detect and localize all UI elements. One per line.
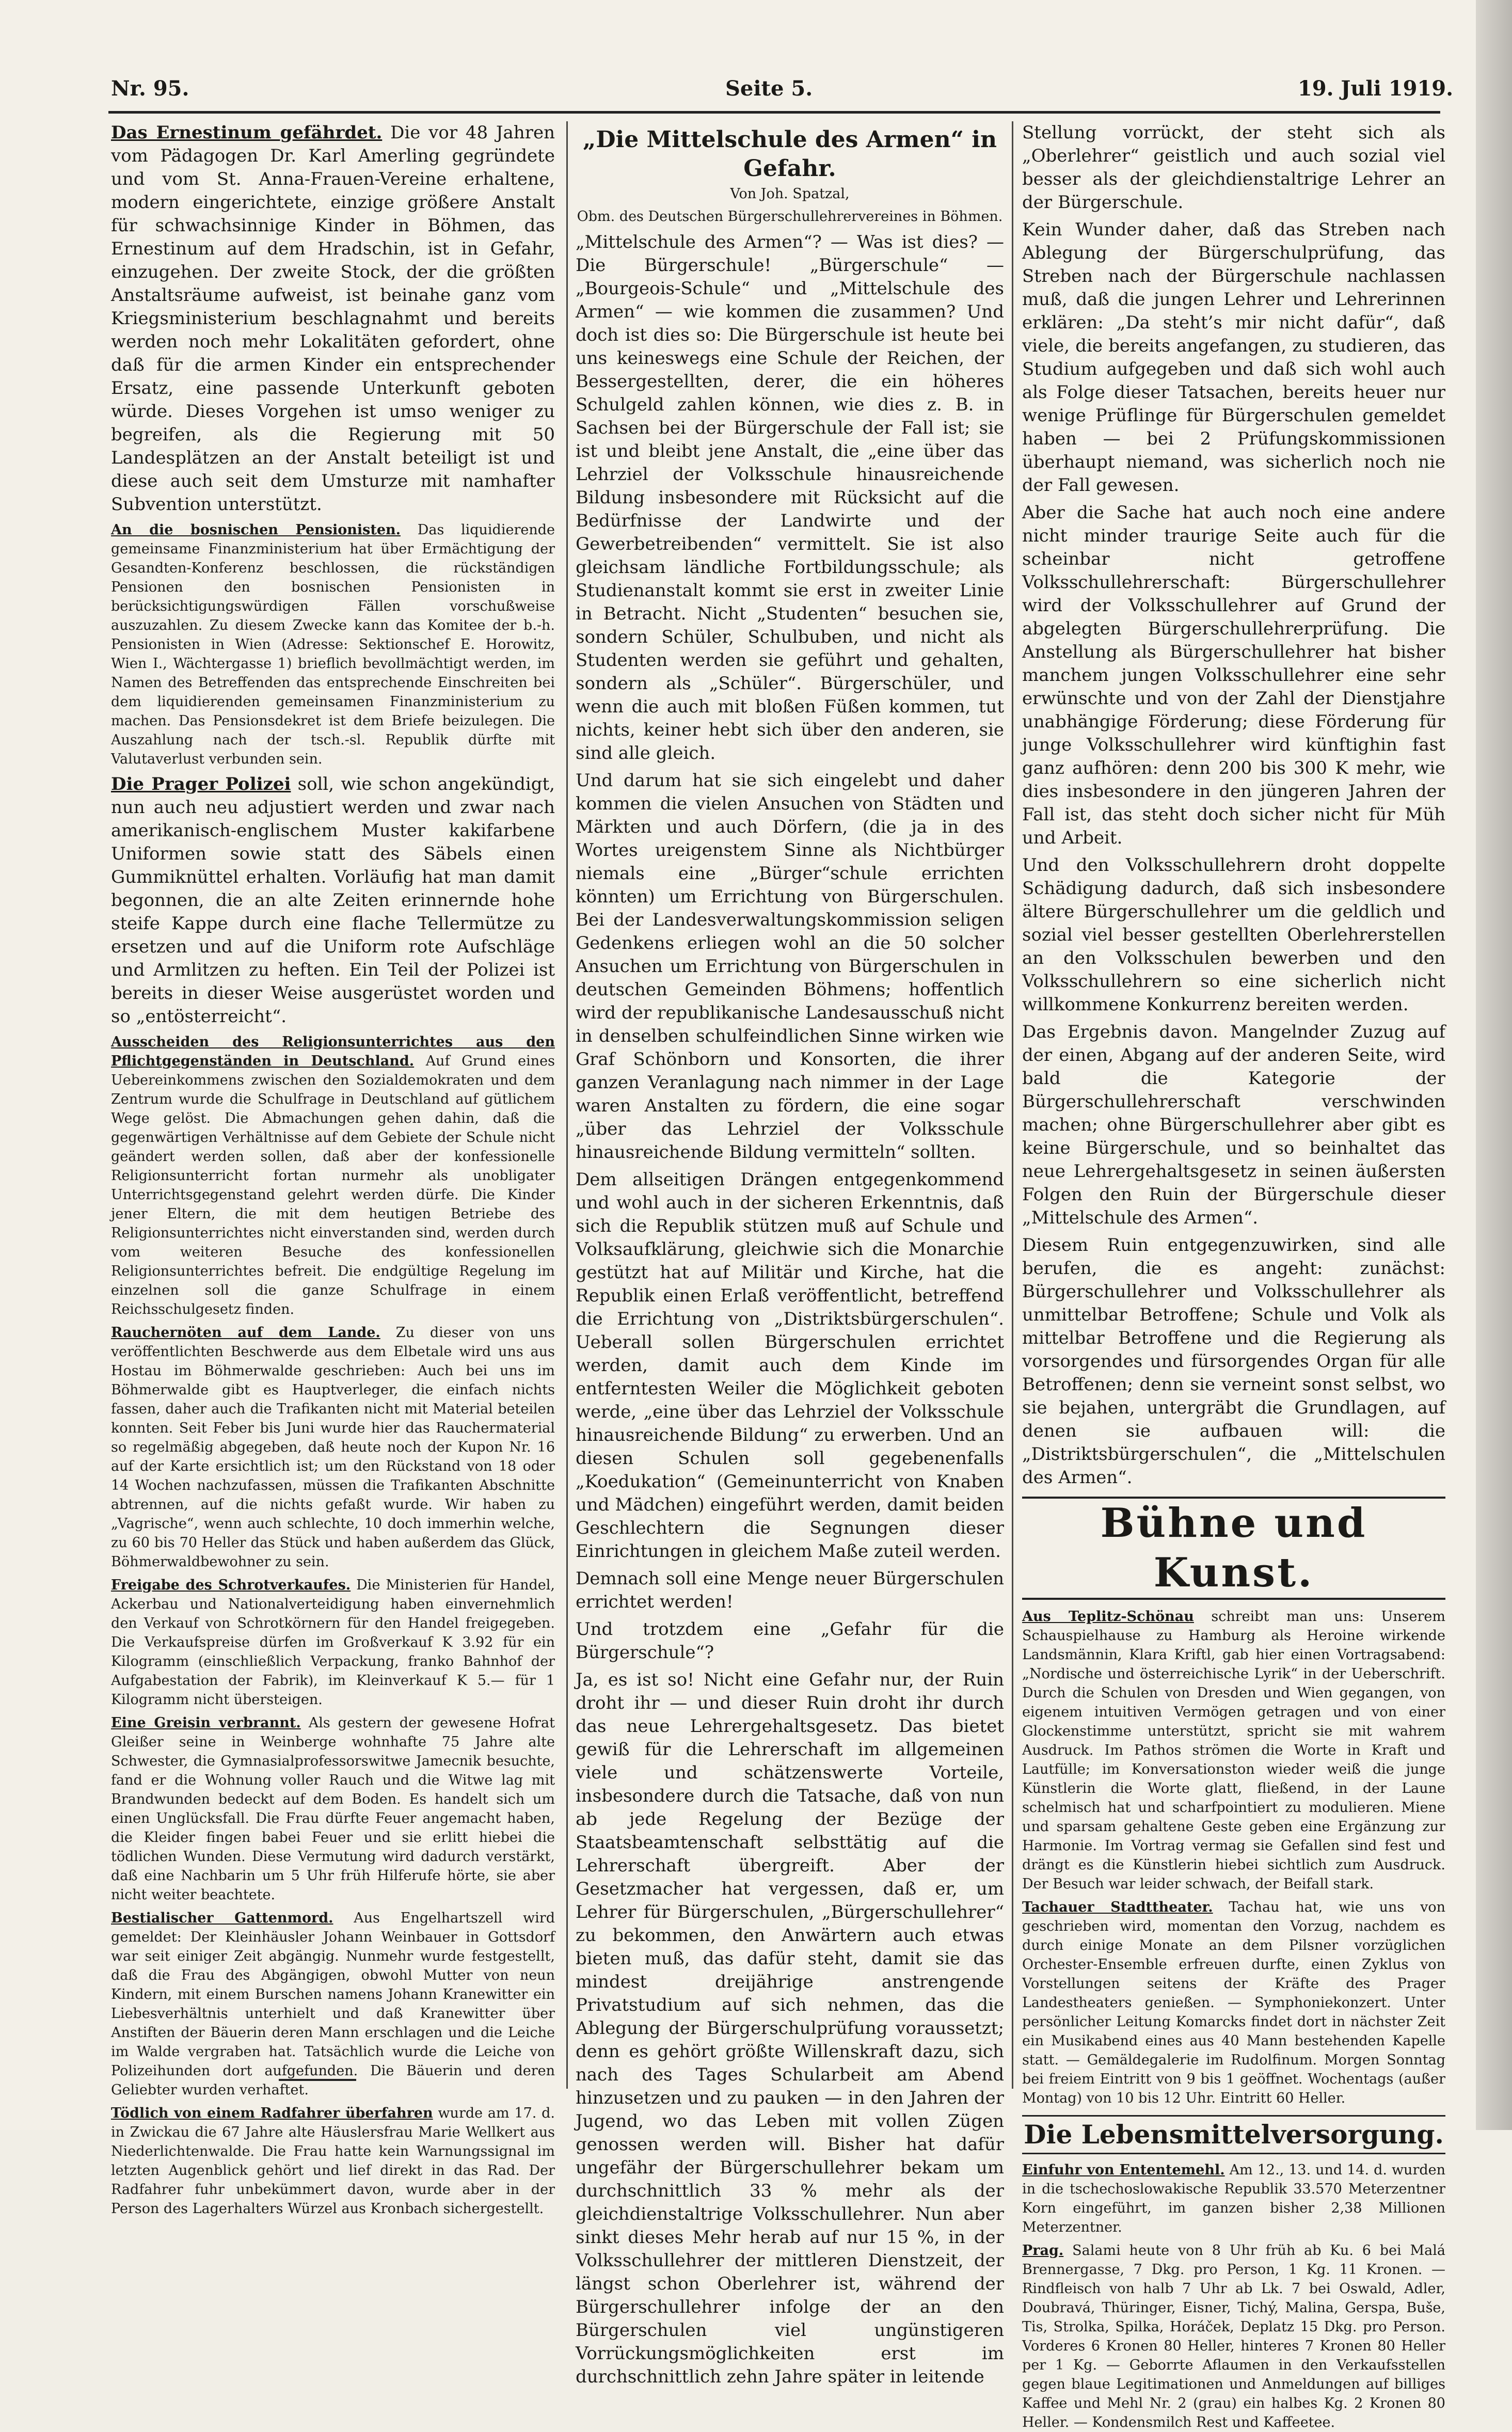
article xyxy=(111,1909,555,2100)
article-headline: Tachauer Stadttheater. xyxy=(1022,1899,1213,1915)
article-text: Die Ministerien für Handel, Ackerbau und Nationalverteidigung haben einvernehmlich den Verkauf von Schrotkörnern für den Handel freigegeben. Die Verkaufspreise dürfen im Großverkauf K 3.92 für ein Kilogramm (einschließlich Verpackung, franko Bahnhof der Aufgabestation der Fabrik), im Kleinverkauf K 5.— für 1 Kilogramm nicht übersteigen. xyxy=(111,1577,555,1708)
paragraph: Und den Volksschullehrern droht doppelte Schädigung dadurch, daß sich insbesondere ältere Bürgerschullehrer um die geldlich und sozial viel besser gestellten Oberlehrerstellen an den Volksschulen bewerben und den Volksschullehrern so eine sicherlich nicht willkommene Konkurrenz bereiten werden. xyxy=(1022,855,1445,1015)
article-headline: Bestialischer Gattenmord. xyxy=(111,1910,333,1926)
byline-author: Von Joh. Spatzal, xyxy=(730,186,850,202)
article xyxy=(111,2104,555,2218)
article-headline: Freigabe des Schrotverkaufes. xyxy=(111,1577,351,1593)
article xyxy=(111,1032,555,1319)
article-title: „Die Mittelschule des Armen“ in Gefahr. xyxy=(583,126,997,182)
end-rule xyxy=(279,2079,356,2081)
article-text: Als gestern der gewesene Hofrat Gleißer seine in Weinberge wohnhafte 75 Jahre alte Schwester, die Gymnasialprofessorswitwe Jamecnik besuchte, fand er die Wohnung voller Rauch und die Witwe lag mit Brandwunden bedeckt auf dem Boden. Es handelt sich um einen Unglücksfall. Die Frau dürfte Feuer angemacht haben, die Kleider fingen babei Feuer und sie erlitt hiebei die tödlichen Wunden. Diese Vermutung wird dadurch verstärkt, daß eine Nachbarin um 5 Uhr früh Hilferufe hörte, sie aber nicht weiter beachtete. xyxy=(111,1715,555,1903)
column-divider xyxy=(566,121,568,2089)
paragraph: Ja, es ist so! Nicht eine Gefahr nur, der Ruin droht ihr — und dieser Ruin droht ihr durch das neue Lehrergehaltsgesetz. Das bietet gewiß für die Lehrerschaft im allgemeinen viele und schätzenswerte Vorteile, insbesondere durch die Tatsache, daß von nun ab jede Regelung der Bezüge der Staatsbeamtenschaft selbsttätig auf die Lehrerschaft übergreift. Aber der Gesetzmacher hat vergessen, daß er, um Lehrer für Bürgerschulen, „Bürgerschullehrer“ zu bekommen, den Anwärtern auch etwas bieten muß, das dafür steht, damit sie das mindest dreijährige anstrengende Privatstudium auf sich nehmen, das die Ablegung der Bürgerschulprüfung voraussetzt; denn es gehört größte Willenskraft dazu, sich nach des Tages Schularbeit am Abend hinzusetzen und zu pauken — in den Jahren der Jugend, wo das Leben mit vollen Zügen genossen werden will. Bisher hat dafür ungefähr der Bürgerschullehrer bekam um durchschnittlich 33 % mehr als der gleichdienstaltrige Volksschullehrer. Nun aber sinkt dieses Mehr herab auf nur 15 %, in der Volksschullehrer der mittleren Dienstzeit, der längst schon Oberlehrer ist, während der Bürgerschullehrer infolge der an den Bürgerschulen viel ungünstigeren Vorrückungsmöglichkeiten erst im durchschnittlich zehn Jahre später in leitende xyxy=(576,1670,1004,2387)
article-text: Das liquidierende gemeinsame Finanzministerium hat über Ermächtigung der Gesandten-Konferenz beschlossen, die rückständigen Pensionen den bosnischen Pensionisten in berücksichtigungswürdigen Fällen vorschußweise auszuzahlen. Zu diesem Zwecke kann das Komitee der b.-h. Pensionisten in Wien (Adresse: Sektionschef E. Horowitz, Wien I., Wächtergasse 1) brieflich bevollmächtigt werden, im Namen des Betreffenden das entsprechende Einschreiten bei dem liquidierenden gemeinsamen Finanzministerium zu machen. Das Pensionsdekret ist dem Briefe beizulegen. Die Auszahlung nach der tsch.-sl. Republik dürfte mit Valutaverlust verbunden sein. xyxy=(111,522,555,767)
article-headline: Die Prager Polizei xyxy=(111,774,291,794)
page-edge-shadow xyxy=(1476,0,1512,2130)
article-text: Aus Engelhartszell wird gemeldet: Der Kleinhäusler Johann Weinbauer in Gottsdorf war seit einiger Zeit abgängig. Nunmehr wurde festgestellt, daß die Frau des Abgängigen, obwohl Mutter von neun Kindern, mit einem Burschen namens Johann Kranewitter ein Liebesverhältnis unterhielt und daß Kranewitter über Anstiften der Bäuerin deren Mann erschlagen und die Leiche im Walde vergraben hat. Tatsächlich wurde die Leiche von Polizeihunden dort aufgefunden. Die Bäuerin und deren Geliebter wurden verhaftet. xyxy=(111,1910,555,2098)
article xyxy=(1022,2241,1445,2432)
article-text: schreibt man uns: Unserem Schauspielhause zu Hamburg als Heroine wirkende Landsmännin, Klara Kriftl, gab hier einen Vortragsabend: „Nordische und österreichische Lyrik“ in der Ueberschrift. Durch die Schulen von Dresden und Wien gegangen, von eigenem intuitiven Vermögen getragen und von einer Glockenstimme unterstützt, spricht sie mit wahrem Ausdruck. Im Pathos strömen die Worte in Kraft und Lautfülle; im Konversationston wieder weiß die junge Künstlerin die Worte glatt, fließend, in der Laune schelmisch hat und scharfpointiert zu modulieren. Miene und sparsam gehaltene Geste geben eine Ergänzung zur Harmonie. Im Vortrag vermag sie Gefallen sind fest und drängt es die Künstlerin hiebei sichtlich zum Ausdruck. Der Besuch war leider schwach, der Beifall stark. xyxy=(1022,1609,1445,1892)
byline-affiliation: Obm. des Deutschen Bürgerschullehrervereines in Böhmen. xyxy=(577,209,1003,225)
article xyxy=(111,773,555,1028)
column-2 xyxy=(576,121,1004,2387)
paragraph: Und trotzdem eine „Gefahr für die Bürgerschule“? xyxy=(576,1619,1004,1663)
article xyxy=(111,1713,555,1904)
article-headline: Das Ernestinum gefährdet. xyxy=(111,122,383,143)
article xyxy=(111,520,555,769)
article-headline: Rauchernöten auf dem Lande. xyxy=(111,1325,380,1341)
section-title-lebensmittel: Die Lebensmittelversorgung. xyxy=(1022,2115,1445,2154)
article-text: wurde am 17. d. in Zwickau die 67 Jahre alte Häuslersfrau Marie Wellkert aus Niederlichtenwalde. Die Frau hatte kein Warnungssignal im letzten Augenblick gehört und lief direkt in das Rad. Der Radfahrer fuhr unbekümmert davon, wurde aber in der Person des Lagerhalters Würzel aus Kronbach sichergestellt. xyxy=(111,2105,555,2217)
issue-number: Nr. 95. xyxy=(111,76,189,101)
article-text: Zu dieser von uns veröffentlichten Beschwerde aus dem Elbetale wird uns aus Hostau im Böhmerwalde geschrieben: Auch bei uns im Böhmerwalde gibt es Hauptverleger, die einfach nichts fassen, daher auch die Trafikanten nicht mit Material beteilen konnten. Seit Feber bis Juni wurde hier das Rauchermaterial so regelmäßig abgegeben, daß heute noch der Kupon Nr. 16 auf der Karte ersichtlich ist; um den Rückstand von 18 oder 14 Wochen nachzufassen, müssen die Trafikanten Abschnitte abtrennen, auf die nichts gefaßt wurde. Wir haben zu „Vagrische“, wenn auch schlechte, 10 doch immerhin welche, zu 60 bis 70 Heller das Stück und haben außerdem das Glück, Böhmerwaldbewohner zu sein. xyxy=(111,1325,555,1570)
paragraph: Demnach soll eine Menge neuer Bürgerschulen errichtet werden! xyxy=(576,1568,1004,1612)
article-headline: Prag. xyxy=(1022,2243,1064,2259)
article-text: Tachau hat, wie uns von geschrieben wird, momentan den Vorzug, nachdem es durch einige Monate an dem Pilsner vorzüglichen Orchester-Ensemble erfreuen durfte, einen Zyklus von Vorstellungen seitens der Kräfte des Prager Landestheaters genießen. — Symphoniekonzert. Unter persönlicher Leitung Komarcks findet dort in nächster Zeit ein Musikabend eines aus 40 Mann bestehenden Kapelle statt. — Gemäldegalerie im Rudolfinum. Morgen Sonntag bei freiem Eintritt von 9 bis 1 geöffnet. Wochentags (außer Montag) von 10 bis 12 Uhr. Eintritt 60 Heller. xyxy=(1022,1899,1445,2106)
article-text: Die vor 48 Jahren vom Pädagogen Dr. Karl Amerling gegründete und vom St. Anna-Frauen-Vereine erhaltene, modern eingerichtete, einzige größere Anstalt für schwachsinnige Kinder in Böhmen, das Ernestinum auf dem Hradschin, ist in Gefahr, einzugehen. Der zweite Stock, der die größten Anstaltsräume aufweist, ist beinahe ganz vom Kriegsministerium beschlagnahmt und bereits werden noch mehr Lokalitäten gefordert, ohne daß für die armen Kinder ein entsprechender Ersatz, eine passende Unterkunft geboten würde. Dieses Vorgehen ist umso weniger zu begreifen, als die Regierung mit 50 Landesplätzen an der Anstalt beteiligt ist und diese auch seit dem Umsturze mit namhafter Subvention unterstützt. xyxy=(111,122,555,515)
article-headline: Eine Greisin verbrannt. xyxy=(111,1715,301,1731)
article-text: soll, wie schon angekündigt, nun auch neu adjustiert werden und zwar nach amerikanisch-englischem Muster kakifarbene Uniformen sowie statt des Säbels einen Gummiknüttel erhalten. Vorläufig hat man damit begonnen, die an alte Zeiten erinnernde hohe steife Kappe durch eine flache Tellermütze zu ersetzen und auf die Uniform rote Aufschläge und Armlitzen zu heften. Ein Teil der Polizei ist bereits in dieser Weise ausgerüstet worden und so „entösterreicht“. xyxy=(111,774,555,1027)
paragraph: Dem allseitigen Drängen entgegenkommend und wohl auch in der sicheren Erkenntnis, daß sich die Republik stützen muß auf Schule und Volksaufklärung, gleichwie sich die Monarchie gestützt hat auf Militär und Kirche, hat die Republik einen Erlaß veröffentlicht, betreffend die Errichtung von „Distriktsbürgerschulen“. Ueberall sollen Bürgerschulen errichtet werden, damit auch dem Kinde im entferntesten Weiler die Möglichkeit geboten werde, „eine über das Lehrziel der Volksschule hinausreichende Bildung“ zu erwerben. Und an diesen Schulen soll gegebenenfalls „Koedukation“ (Gemeinunterricht von Knaben und Mädchen) eingeführt werden, damit beiden Geschlechtern die Segnungen dieser Einrichtungen in gleichem Maße zuteil werden. xyxy=(576,1169,1004,1562)
paragraph: „Mittelschule des Armen“? — Was ist dies? — Die Bürgerschule! „Bürgerschule“ — „Bourgeois-Schule“ und „Mittelschule des Armen“ — wie kommen die zusammen? Und doch ist dies so: Die Bürgerschule ist heute bei uns keineswegs eine Schule der Reichen, der Bessergestellten, derer, die ein höheres Schulgeld zahlen können, wie dies z. B. in Sachsen bei der Bürgerschule der Fall ist; sie ist und bleibt jene Anstalt, die „eine über das Lehrziel der Volksschule hinausreichende Bildung insbesondere mit Rücksicht auf die Bedürfnisse der Landwirte und der Gewerbetreibenden“ vermittelt. Sie ist also gleichsam ländliche Fortbildungsschule; als Studienanstalt kommt sie erst in zweiter Linie in Betracht. Nicht „Studenten“ besuchen sie, sondern Schüler, Schulbuben, und nicht als Studenten werden sie geführt und gehalten, sondern als „Schüler“. Bürgerschüler, und wenn die auch mit bloßen Füßen kommen, tut nichts, keiner hebt sich über den anderen, sie sind alle gleich. xyxy=(576,232,1004,764)
article xyxy=(1022,1607,1445,1894)
page-number: Seite 5. xyxy=(725,76,813,101)
article-headline: Ausscheiden des Religionsunterrichtes aus den Pflichtgegenständen in Deutschland. xyxy=(111,1034,555,1069)
header-rule xyxy=(108,111,1440,114)
article-text: Salami heute von 8 Uhr früh ab Ku. 6 bei Malá Brennergasse, 7 Dkg. pro Person, 1 Kg. 11 Kronen. — Rindfleisch von halb 7 Uhr ab Lk. 7 bei Oswald, Adler, Doubravá, Thüringer, Eisner, Tichý, Malina, Gerspa, Buše, Tis, Strolka, Spilka, Horáček, Deplatz 15 Dkg. pro Person. Vorderes 6 Kronen 80 Heller, hinteres 7 Kronen 80 Heller per 1 Kg. — Geborrte Aflaumen in den Verkaufsstellen gegen blaue Legitimationen und Anmeldungen auf billiges Kaffee und Mehl Nr. 2 (grau) ein halbes Kg. 2 Kronen 80 Heller. — Kondensmilch Rest und Kaffeetee. xyxy=(1022,2243,1445,2430)
column-1 xyxy=(111,121,555,2217)
article xyxy=(1022,1898,1445,2108)
paragraph: Diesem Ruin entgegenzuwirken, sind alle berufen, die es angeht: zunächst: Bürgerschullehrer und Volksschullehrer als unmittelbar Betroffene; Schule und Volk als mittelbar Betroffene und die Regierung als vorsorgendes und fürsorgendes Organ für alle Betroffenen; denn sie verneint sonst selbst, wo sie bejahen, untergräbt die Grundlagen, auf denen sie aufbauen will: die „Distriktsbürgerschulen“, die „Mittelschulen des Armen“. xyxy=(1022,1235,1445,1488)
column-3 xyxy=(1022,121,1446,2430)
article-text: Auf Grund eines Uebereinkommens zwischen den Sozialdemokraten und dem Zentrum wurde die Schulfrage in Deutschland auf gütlichem Wege gelöst. Die Abmachungen gehen dahin, daß die gegenwärtigen Verhältnisse auf dem Gebiete der Schule nicht geändert werden sollen, daß aber der konfessionelle Religionsunterricht fortan nurmehr als unobligater Unterrichtsgegenstand gelehrt werden dürfe. Die Kinder jener Eltern, die mit dem heutigen Betriebe des Religionsunterrichtes nicht einverstanden sind, werden durch vom weiteren Besuche des konfessionellen Religionsunterrichtes befreit. Die endgültige Regelung im einzelnen soll die ganze Schulfrage in einem Reichsschulgesetz finden. xyxy=(111,1053,555,1317)
article-headline: Tödlich von einem Radfahrer überfahren xyxy=(111,2105,433,2121)
article xyxy=(111,121,555,516)
article-text: Am 12., 13. und 14. d. wurden in die tschechoslowakische Republik 33.570 Meterzentner Korn eingeführt, im ganzen bisher 2,38 Millionen Meterzentner. xyxy=(1022,2162,1446,2235)
article xyxy=(1022,2160,1445,2237)
article-headline: Einfuhr von Ententemehl. xyxy=(1022,2162,1225,2178)
article xyxy=(111,1576,555,1709)
page-header xyxy=(111,76,1453,107)
paragraph: Das Ergebnis davon. Mangelnder Zuzug auf der einen, Abgang auf der anderen Seite, wird bald die Kategorie der Bürgerschullehrerschaft verschwinden machen; ohne Bürgerschullehrer aber gibt es keine Bürgerschule, und so beinhaltet das neue Lehrergehaltsgesetz in seinen äußersten Folgen den Ruin der Bürgerschule dieser „Mittelschule des Armen“. xyxy=(1022,1022,1445,1228)
issue-date: 19. Juli 1919. xyxy=(1297,76,1453,101)
column-divider xyxy=(1012,121,1013,2089)
article xyxy=(111,1323,555,1571)
paragraph: Und darum hat sie sich eingelebt und daher kommen die vielen Ansuchen von Städten und Märkten und auch Dörfern, (die ja in des Wortes ureigenstem Sinne als Nichtbürger niemals eine „Bürger“schule errichten könnten) um Errichtung von Bürgerschulen. Bei der Landesverwaltungskommission seligen Gedenkens erliegen wohl an die 50 solcher Ansuchen um Errichtung von Bürgerschulen in deutschen Gemeinden Böhmens; hoffentlich wird der republikanische Landesausschuß nicht in denselben schulfeindlichen Sinne wirken wie Graf Schönborn und Konsorten, die ihrer ganzen Veranlagung nach nimmer in der Lage waren Anstalten zu fördern, die eine sogar „über das Lehrziel der Volksschule hinausreichende Bildung vermitteln“ sollten. xyxy=(576,770,1004,1163)
section-title-buehne: Bühne und Kunst. xyxy=(1022,1497,1445,1600)
paragraph: Aber die Sache hat auch noch eine andere nicht minder traurige Seite auch für die scheinbar nicht getroffene Volksschullehrerschaft: Bürgerschullehrer wird der Volksschullehrer auf Grund der abgelegten Bürgerschullehrerprüfung. Die Anstellung als Bürgerschullehrer hat bisher manchem jungen Volksschullehrer eine sehr erwünschte und von der Zahl der Dienstjahre unabhängige Förderung; diese Förderung für junge Volksschullehrer wird künftighin fast ganz aufhören: denn 200 bis 300 K mehr, wie dies insbesondere in den jüngeren Jahren der Fall ist, das steht doch sicher nicht für Müh und Arbeit. xyxy=(1022,502,1445,848)
article-headline: Aus Teplitz-Schönau xyxy=(1022,1609,1194,1625)
paragraph: Stellung vorrückt, der steht sich als „Oberlehrer“ geistlich und auch sozial viel besser als der gleichdienstaltrige Lehrer an der Bürgerschule. xyxy=(1022,122,1445,213)
paragraph: Kein Wunder daher, daß das Streben nach Ablegung der Bürgerschulprüfung, das Streben nach der Bürgerschule nachlassen muß, daß die jungen Lehrer und Lehrerinnen erklären: „Da steht’s mir nicht dafür“, daß viele, die bereits angefangen, zu studieren, das Studium aufgegeben und daß sich wohl auch als Folge dieser Tatsachen, bereits heuer nur wenige Prüflinge für Bürgerschulen gemeldet haben — bei 2 Prüfungskommissionen überhaupt niemand, was sicherlich noch nie der Fall gewesen. xyxy=(1022,219,1445,496)
article-headline: An die bosnischen Pensionisten. xyxy=(111,522,401,538)
